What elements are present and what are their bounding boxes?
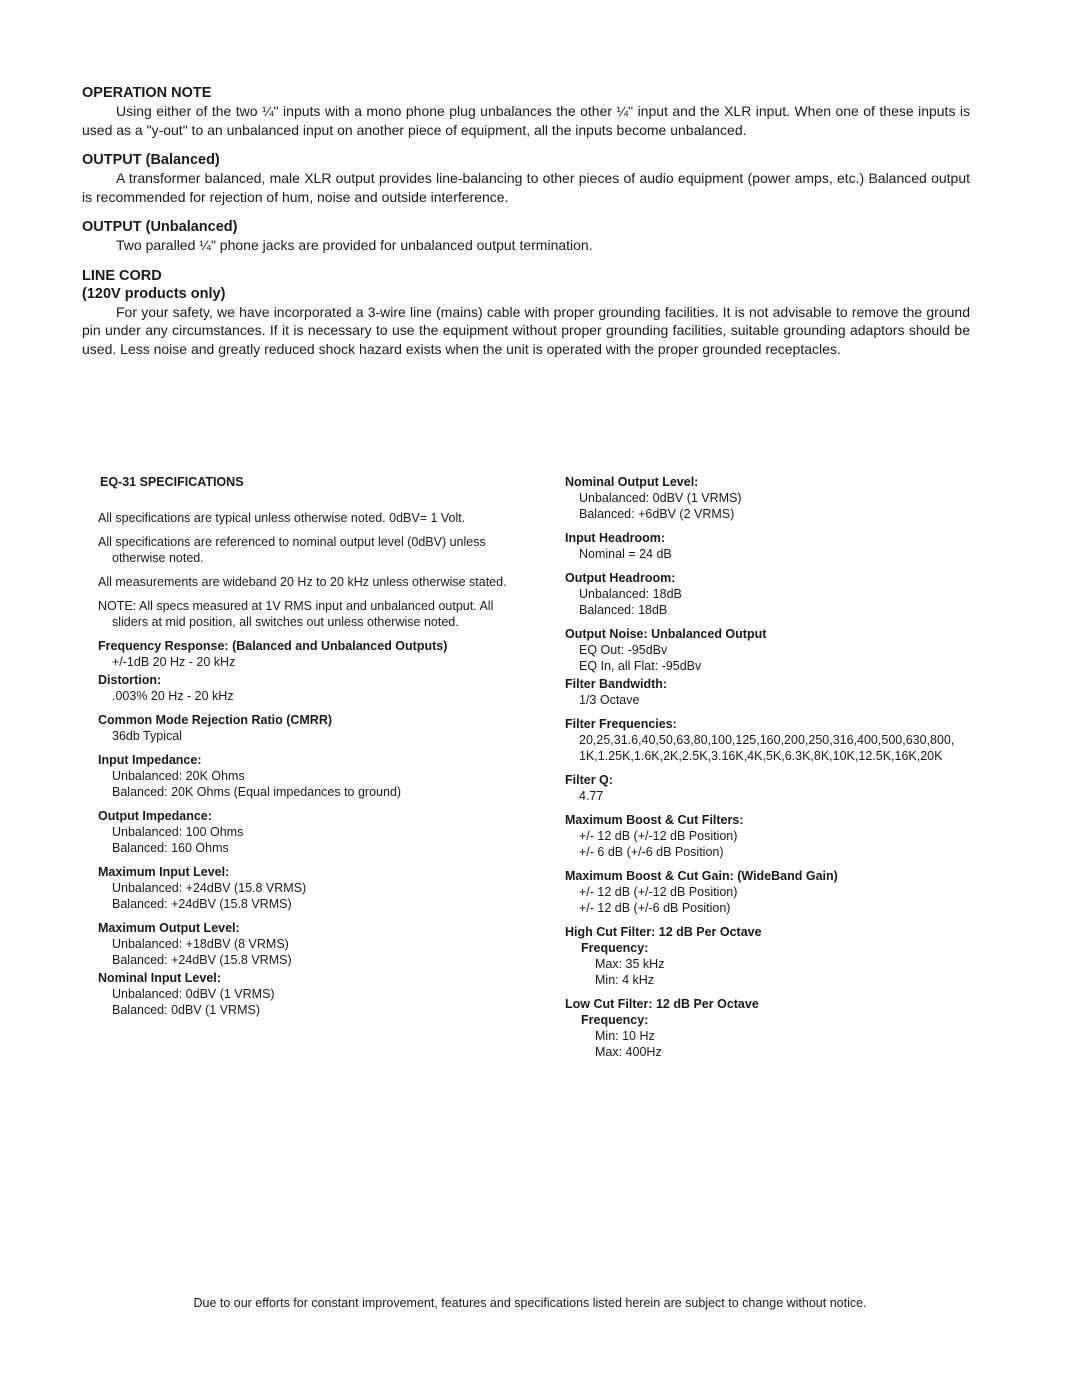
spec-label: Input Headroom: — [565, 531, 665, 545]
spec-value: Unbalanced: +18dBV (8 VRMS) — [112, 937, 289, 951]
spec-value: Max: 400Hz — [595, 1045, 662, 1059]
spec-filter-bandwidth — [565, 676, 1005, 708]
output-balanced-text: A transformer balanced, male XLR output provides line-balancing to other pieces of audio equipment (power amps, etc.) Balanced output is recommended for rejection of hum, noise and outside interference. — [82, 170, 970, 205]
specs-title: EQ-31 SPECIFICATIONS — [100, 475, 244, 489]
operation-note-text: Using either of the two ¼" inputs with a mono phone plug unbalances the other ¼" input and the XLR input. When one of these inputs is used as a "y-out" to an unbalanced input on another piece of equipment, all the inputs become unbalanced. — [82, 103, 970, 138]
line-cord-text: For your safety, we have incorporated a 3-wire line (mains) cable with proper grounding facilities. It is not advisable to remove the ground pin under any circumstances. If it is necessary to use the equipment without proper grounding facilities, suitable grounding adaptors should be used. Less noise and greatly reduced shock hazard exists when the unit is operated with the proper grounded receptacles. — [82, 303, 970, 357]
spec-value: Balanced: 160 Ohms — [112, 841, 229, 855]
spec-value: Nominal = 24 dB — [579, 547, 672, 561]
output-unbalanced-text: Two paralled ¼" phone jacks are provided for unbalanced output termination. — [116, 237, 593, 253]
spec-value: Unbalanced: 0dBV (1 VRMS) — [112, 987, 275, 1001]
spec-nominal-output-level — [565, 474, 1005, 522]
spec-value: Min: 4 kHz — [595, 973, 655, 987]
spec-label: Maximum Output Level: — [98, 921, 240, 935]
spec-sublabel: Frequency: — [581, 1013, 649, 1027]
spec-label: Common Mode Rejection Ratio (CMRR) — [98, 713, 333, 727]
output-balanced — [82, 151, 970, 206]
spec-label: Nominal Input Level: — [98, 971, 221, 985]
spec-label: Distortion: — [98, 673, 162, 687]
spec-value: Unbalanced: 0dBV (1 VRMS) — [579, 491, 742, 505]
spec-max-output-level — [98, 920, 518, 968]
spec-value: .003% 20 Hz - 20 kHz — [112, 689, 234, 703]
spec-label: Output Headroom: — [565, 571, 676, 585]
spec-input-impedance — [98, 752, 518, 800]
spec-value: Balanced: +24dBV (15.8 VRMS) — [112, 953, 292, 967]
operation-note-title: OPERATION NOTE — [82, 85, 212, 101]
spec-filter-q — [565, 772, 1005, 804]
spec-value: EQ In, all Flat: -95dBv — [579, 659, 702, 673]
spec-max-boost-cut-filters — [565, 812, 1005, 860]
spec-nominal-input-level — [98, 970, 518, 1018]
spec-value: Unbalanced: +24dBV (15.8 VRMS) — [112, 881, 307, 895]
output-unbalanced — [82, 218, 970, 255]
spec-label: Low Cut Filter: 12 dB Per Octave — [565, 997, 759, 1011]
spec-value: +/-1dB 20 Hz - 20 kHz — [112, 655, 236, 669]
spec-note: All specifications are referenced to nominal output level (0dBV) unless otherwise noted. — [98, 535, 486, 565]
spec-distortion — [98, 672, 518, 704]
specs-left-column — [98, 474, 518, 1026]
spec-sublabel: Frequency: — [581, 941, 649, 955]
spec-low-cut-filter — [565, 996, 1005, 1060]
spec-label: Frequency Response: (Balanced and Unbalanced Outputs) — [98, 639, 448, 653]
spec-max-input-level — [98, 864, 518, 912]
line-cord-title: LINE CORD — [82, 267, 162, 284]
spec-value: +/- 12 dB (+/-6 dB Position) — [579, 901, 731, 915]
notes-section — [82, 84, 970, 370]
spec-value: Max: 35 kHz — [595, 957, 665, 971]
spec-value: +/- 12 dB (+/-12 dB Position) — [579, 885, 738, 899]
spec-label: Output Impedance: — [98, 809, 212, 823]
spec-max-boost-cut-gain — [565, 868, 1005, 916]
spec-label: Filter Q: — [565, 773, 613, 787]
spec-label: Maximum Boost & Cut Filters: — [565, 813, 744, 827]
spec-label: Input Impedance: — [98, 753, 202, 767]
spec-value: EQ Out: -95dBv — [579, 643, 668, 657]
operation-note — [82, 84, 970, 139]
line-cord — [82, 267, 970, 359]
spec-note: All measurements are wideband 20 Hz to 20 kHz unless otherwise stated. — [98, 575, 507, 589]
spec-subgroup — [565, 940, 1005, 988]
output-unbalanced-title: OUTPUT (Unbalanced) — [82, 219, 238, 235]
spec-value: Balanced: +24dBV (15.8 VRMS) — [112, 897, 292, 911]
spec-value: Balanced: 20K Ohms (Equal impedances to ground) — [112, 785, 402, 799]
spec-label: Maximum Boost & Cut Gain: (WideBand Gain) — [565, 869, 838, 883]
spec-input-headroom — [565, 530, 1005, 562]
spec-label: Output Noise: Unbalanced Output — [565, 627, 767, 641]
spec-value: Unbalanced: 100 Ohms — [112, 825, 244, 839]
spec-note: NOTE: All specs measured at 1V RMS input and unbalanced output. All sliders at mid position, all switches out unless otherwise noted. — [98, 599, 494, 629]
spec-value: Balanced: +6dBV (2 VRMS) — [579, 507, 735, 521]
spec-label: Filter Frequencies: — [565, 717, 677, 731]
spec-value: 1/3 Octave — [579, 693, 640, 707]
line-cord-subtitle: (120V products only) — [82, 285, 226, 302]
spec-output-noise — [565, 626, 1005, 674]
spec-value: +/- 12 dB (+/-12 dB Position) — [579, 829, 738, 843]
spec-label: Nominal Output Level: — [565, 475, 699, 489]
spec-output-impedance — [98, 808, 518, 856]
spec-value: Unbalanced: 20K Ohms — [112, 769, 245, 783]
spec-high-cut-filter — [565, 924, 1005, 988]
spec-value: 4.77 — [579, 789, 604, 803]
spec-value: Min: 10 Hz — [595, 1029, 655, 1043]
spec-filter-frequencies — [565, 716, 1005, 764]
footer-notice: Due to our efforts for constant improvement, features and specifications listed herein are subject to change without notice. — [193, 1296, 867, 1310]
spec-subgroup — [565, 1012, 1005, 1060]
spec-value: 36db Typical — [112, 729, 182, 743]
spec-output-headroom — [565, 570, 1005, 618]
spec-value: Balanced: 0dBV (1 VRMS) — [112, 1003, 260, 1017]
spec-frequency-response — [98, 638, 518, 670]
spec-value: 20,25,31.6,40,50,63,80,100,125,160,200,250,316,400,500,630,800, 1K,1.25K,1.6K,2K,2.5K,3.16K,4K,5K,6.3K,8K,10K,12.5K,16K,20K — [579, 733, 955, 763]
spec-cmrr — [98, 712, 518, 744]
output-balanced-title: OUTPUT (Balanced) — [82, 152, 220, 168]
spec-label: Maximum Input Level: — [98, 865, 230, 879]
spec-value: +/- 6 dB (+/-6 dB Position) — [579, 845, 724, 859]
spec-note: All specifications are typical unless otherwise noted. 0dBV= 1 Volt. — [98, 511, 466, 525]
specs-right-column — [565, 474, 1005, 1068]
spec-value: Balanced: 18dB — [579, 603, 668, 617]
spec-value: Unbalanced: 18dB — [579, 587, 682, 601]
spec-label: High Cut Filter: 12 dB Per Octave — [565, 925, 762, 939]
spec-label: Filter Bandwidth: — [565, 677, 668, 691]
